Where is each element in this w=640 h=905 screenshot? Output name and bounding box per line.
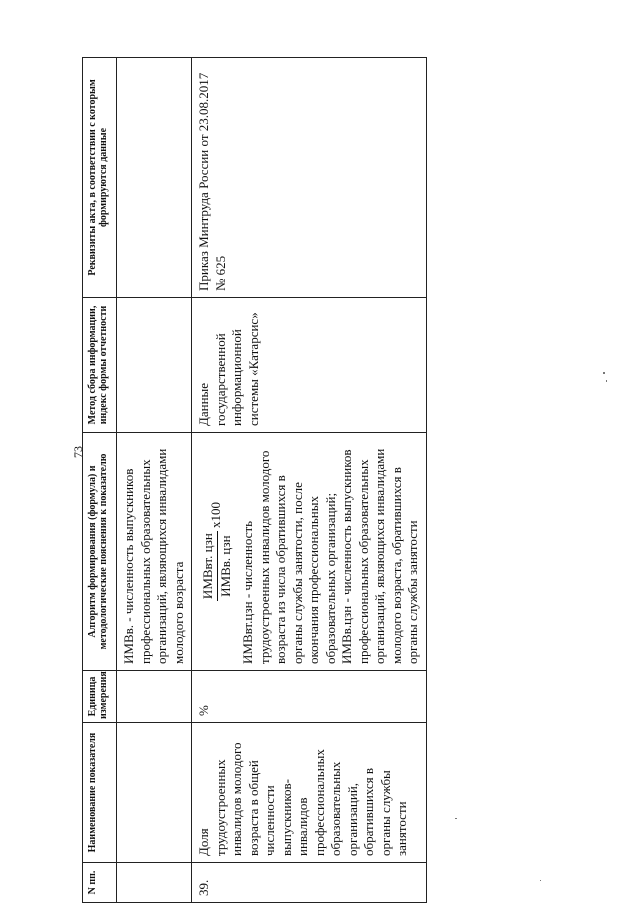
page-number: 73 (71, 446, 85, 458)
header-row (83, 58, 117, 903)
cell-name: Доля трудоустроенных инвалидов молодого возраста в общей численности выпускников- инвалидов профессиональных образовательных организаций, обратившихся в органы службы занятости (192, 723, 427, 863)
scan-speck (540, 880, 541, 881)
col-header-algorithm: Алгоритм формирования (формула) и методологические пояснения к показателю (83, 433, 117, 671)
col-header-method: Метод сбора информации, индекс формы отчетности (83, 298, 117, 433)
formula-denominator: ИМВв. цзн (217, 535, 233, 597)
scan-speck (606, 380, 607, 382)
cell-method: Данные государственной информационной системы «Катарсис» (192, 298, 427, 433)
algorithm-definition-graduates: ИМВв.цзн - численность выпускников профессиональных образовательных организаций, являющихся инвалидами молодого возраста, обратившихся в органы службы занятости (339, 448, 420, 664)
rotated-table-wrapper (82, 58, 420, 903)
indicator-table (82, 57, 427, 903)
cell-method (117, 298, 192, 433)
cell-number: 39. (192, 863, 427, 903)
col-header-act: Реквизиты акта, в соответствии с которым формируются данные (83, 58, 117, 298)
cell-act (117, 58, 192, 298)
cell-unit (117, 671, 192, 723)
cell-unit: % (192, 671, 427, 723)
cell-name (117, 723, 192, 863)
formula-fraction (200, 531, 234, 601)
col-header-number: N пп. (83, 863, 117, 903)
formula-numerator: ИМВвт. цзн (200, 531, 218, 601)
formula (200, 439, 234, 664)
formula-multiplier: х100 (207, 501, 223, 528)
cell-algorithm: ИМВв. - численность выпускников профессиональных образовательных организаций, являющихся инвалидами молодого возраста (117, 433, 192, 671)
algorithm-definition-employed: ИМВвт.цзн - численность трудоустроенных инвалидов молодого возраста из числа обратившихся в органы службы занятости, после окончания профессиональных образовательных организаций; (240, 450, 338, 664)
scan-speck (603, 372, 605, 374)
cell-number (117, 863, 192, 903)
table-row (117, 58, 192, 903)
table-row (192, 58, 427, 903)
scan-speck (455, 818, 457, 819)
col-header-name: Наименование показателя (83, 723, 117, 863)
cell-algorithm (192, 433, 427, 671)
col-header-unit: Единица измерения (83, 671, 117, 723)
cell-act: Приказ Минтруда России от 23.08.2017 № 625 (192, 58, 427, 298)
